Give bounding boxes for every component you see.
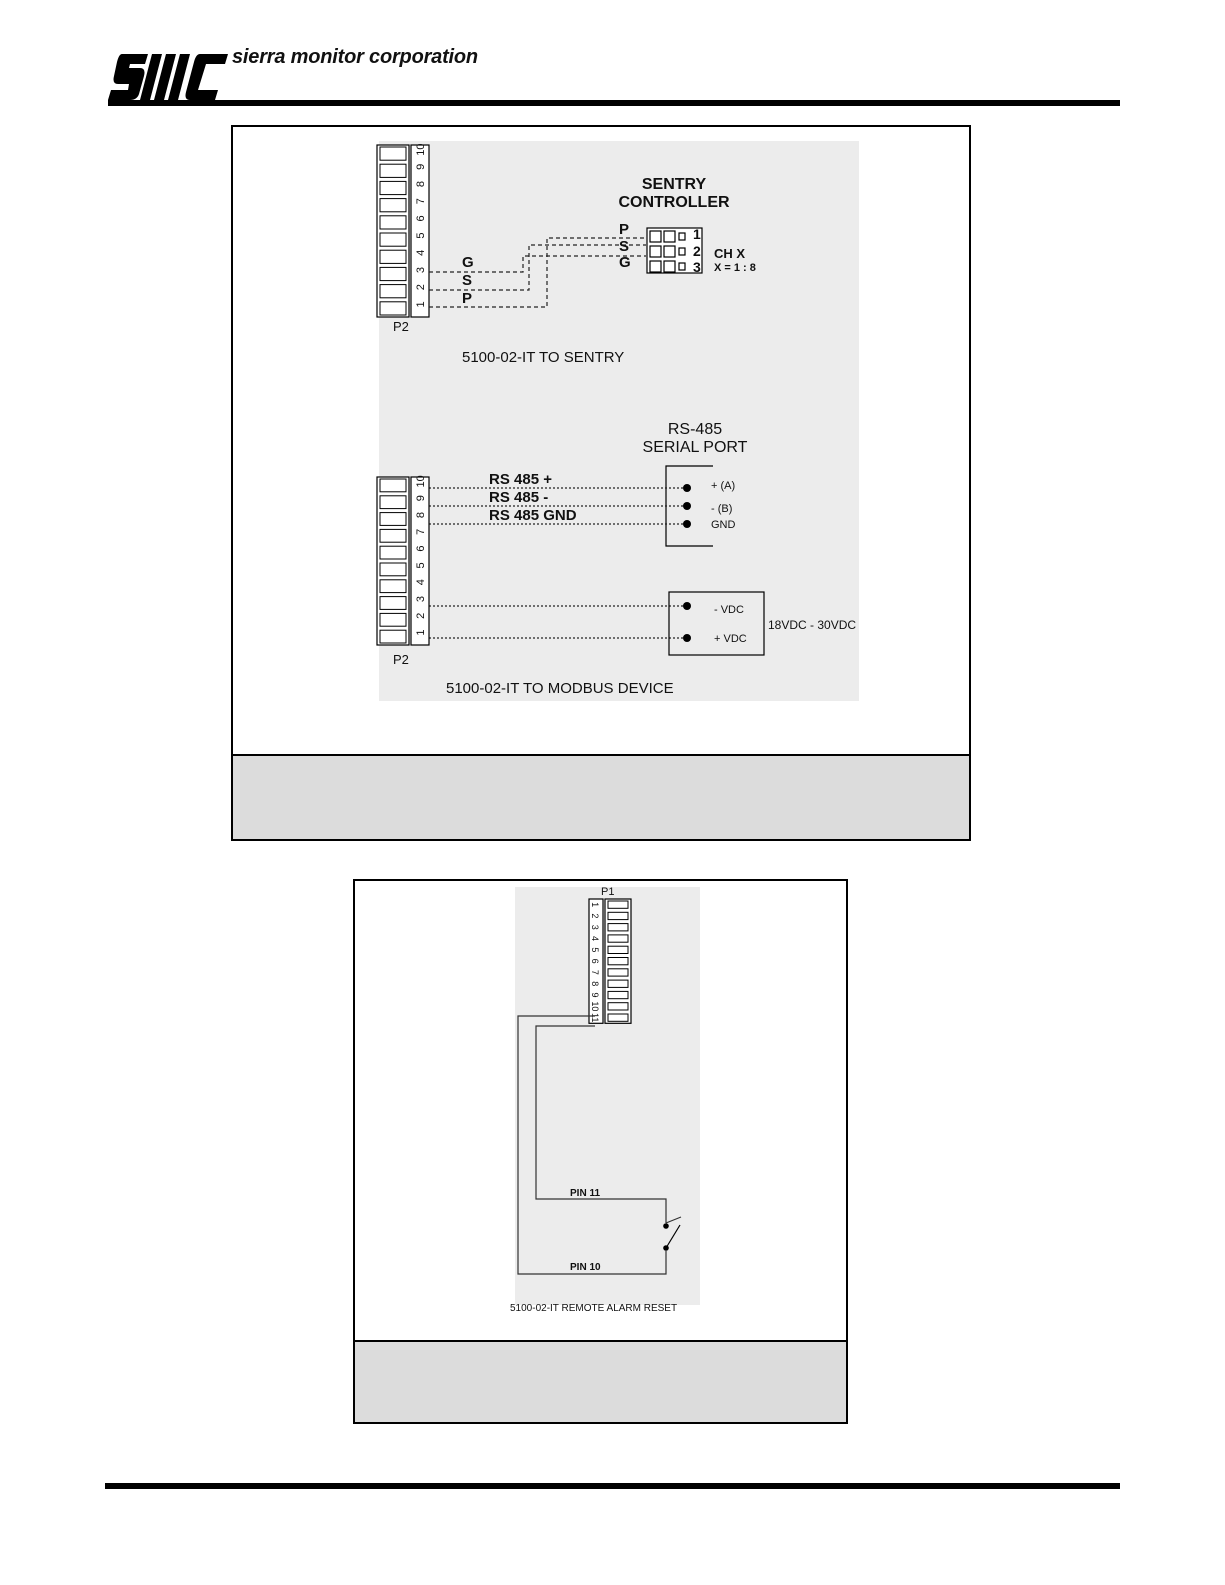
company-name: sierra monitor corporation <box>232 46 478 68</box>
pin-number: 7 <box>590 969 600 975</box>
terminal-slot <box>380 546 406 559</box>
terminal-slot <box>608 969 628 976</box>
switch-contacts <box>663 1223 669 1251</box>
channel-range: X = 1 : 8 <box>714 262 756 274</box>
p2-terminal-block-sentry <box>377 143 429 317</box>
terminal-slot <box>380 181 406 194</box>
terminal-number-2: 2 <box>693 243 701 259</box>
pin-number: 10 <box>415 143 427 156</box>
pin-number: 7 <box>415 198 427 205</box>
terminal-slot <box>380 563 406 576</box>
pin-number: 10 <box>590 1001 600 1012</box>
switch-blade <box>666 1225 680 1248</box>
p2-terminal-block-modbus-inner <box>377 475 429 645</box>
terminal-slot <box>380 250 406 263</box>
figure-caption-band <box>355 1340 846 1422</box>
pin-number: 8 <box>590 981 600 987</box>
terminal-slot <box>380 147 406 160</box>
terminal-slot <box>608 935 628 942</box>
wire-label-s: S <box>462 272 473 289</box>
terminal-slot <box>608 1003 628 1010</box>
pin10-label: PIN 10 <box>570 1262 601 1273</box>
terminal-slot <box>380 164 406 177</box>
terminal-number-3: 3 <box>693 259 701 275</box>
pin-number: 11 <box>590 1012 600 1023</box>
pin11-label: PIN 11 <box>570 1188 601 1199</box>
pin-number: 3 <box>590 924 600 930</box>
terminal-slot <box>380 529 406 542</box>
pin-number: 9 <box>415 163 427 170</box>
terminal-slot <box>608 924 628 931</box>
terminal-slot <box>380 580 406 593</box>
terminal-slot <box>608 946 628 953</box>
terminal-slot <box>380 216 406 229</box>
pin-number: 4 <box>415 579 427 586</box>
page-header <box>108 40 1120 106</box>
pin-number: 6 <box>415 545 427 552</box>
figure-caption-band <box>233 754 969 839</box>
port-title-2: SERIAL PORT <box>642 439 748 456</box>
terminal-slot <box>380 597 406 610</box>
port-terminal-gnd: GND <box>711 519 736 531</box>
p2-terminal-block-modbus <box>377 475 429 645</box>
wiring-diagram-svg <box>233 127 969 839</box>
p2-connector-top <box>377 143 429 317</box>
power-supply-box <box>669 592 764 655</box>
terminal-number-1: 1 <box>693 226 701 242</box>
header-rule <box>108 100 1120 106</box>
terminal-slot <box>380 479 406 492</box>
p1-connector-label: P1 <box>601 886 615 898</box>
pin-number: 5 <box>590 947 600 953</box>
terminal-slot <box>608 958 628 965</box>
pin-number: 7 <box>415 528 427 535</box>
wire-label-g: G <box>462 254 474 271</box>
pin-number: 1 <box>590 902 600 908</box>
pin-number: 6 <box>415 215 427 222</box>
pin-number: 8 <box>415 511 427 519</box>
terminal-slot <box>608 1014 628 1021</box>
footer-rule <box>105 1483 1120 1489</box>
pin-number: 2 <box>415 612 427 619</box>
smc-logo <box>108 50 228 102</box>
terminal-slot <box>380 513 406 526</box>
pin-number: 6 <box>590 958 600 964</box>
pin-number: 10 <box>415 475 427 488</box>
signal-rs485-plus: RS 485 + <box>489 471 552 488</box>
p1-terminal-block <box>589 899 631 1023</box>
terminal-slot <box>608 901 628 908</box>
pin-number: 1 <box>415 301 427 308</box>
connector-label-bottom: P2 <box>393 652 409 667</box>
wire-label-p: P <box>462 290 473 307</box>
terminal-slot <box>380 285 406 298</box>
figure-wiring-sentry-modbus <box>231 125 971 841</box>
controller-title-2: CONTROLLER <box>618 194 730 211</box>
sentry-caption: 5100-02-IT TO SENTRY <box>462 349 625 366</box>
modbus-caption: 5100-02-IT TO MODBUS DEVICE <box>446 680 674 697</box>
pin-number: 2 <box>415 284 427 291</box>
controller-title-1: SENTRY <box>641 176 707 193</box>
terminal-slot <box>380 630 406 643</box>
figure-remote-alarm-reset <box>353 879 848 1424</box>
terminal-slot <box>380 302 406 315</box>
terminal-slot <box>608 912 628 919</box>
terminal-label-s: S <box>619 238 630 255</box>
terminal-slot <box>380 496 406 509</box>
terminal-slot <box>380 267 406 280</box>
signal-rs485-minus: RS 485 - <box>489 489 549 506</box>
pin-number: 1 <box>414 629 427 636</box>
pin-number: 5 <box>415 232 427 239</box>
terminal-slot <box>380 199 406 212</box>
pin-number: 3 <box>415 266 427 274</box>
port-terminal-dots <box>683 484 691 642</box>
terminal-label-p: P <box>619 221 630 238</box>
connector-label: P2 <box>393 319 409 334</box>
power-minus-vdc: - VDC <box>714 604 744 616</box>
power-range: 18VDC - 30VDC <box>768 618 857 632</box>
pin-number: 2 <box>590 913 600 919</box>
terminal-slot <box>380 233 406 246</box>
channel-label: CH X <box>714 246 746 261</box>
signal-rs485-gnd: RS 485 GND <box>489 507 577 524</box>
port-title-1: RS-485 <box>667 421 723 438</box>
reset-wires <box>518 1016 681 1274</box>
pin-number: 4 <box>590 936 600 942</box>
port-terminal-b: - (B) <box>711 503 733 515</box>
port-terminal-a: + (A) <box>711 480 736 492</box>
pin-number: 3 <box>415 595 427 603</box>
pin-number: 5 <box>415 562 427 569</box>
pin-number: 8 <box>415 180 427 188</box>
terminal-slot <box>608 980 628 987</box>
reset-caption: 5100-02-IT REMOTE ALARM RESET <box>510 1303 678 1314</box>
terminal-slot <box>608 991 628 998</box>
terminal-slot <box>380 613 406 626</box>
pin-number: 9 <box>415 495 427 502</box>
pin-number: 9 <box>590 992 600 998</box>
terminal-label-g: G <box>619 254 631 271</box>
pin-number: 4 <box>415 249 427 256</box>
power-plus-vdc: + VDC <box>714 633 747 645</box>
